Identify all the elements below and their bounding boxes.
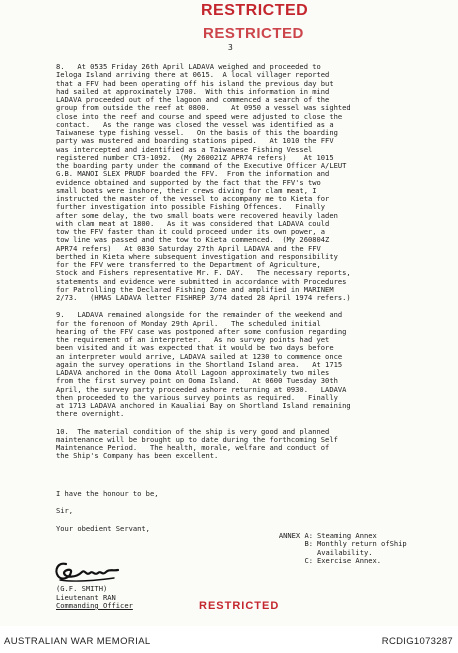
annex-key: B: <box>304 539 313 549</box>
text-line: from the first survey point on Ooma Island. At 0600 Tuesday 30th <box>56 376 338 386</box>
text-line: for the forenoon of Monday 29th April. The scheduled initial <box>56 318 321 328</box>
text-line: APR74 refers) At 0830 Saturday 27th April LADAVA and the FFV <box>56 243 321 253</box>
text-line: April, the survey party proceeded ashore returning at 0930. LADAVA <box>56 384 347 394</box>
paragraph-8 <box>56 63 444 302</box>
text-line: tow line was passed and the tow to Kieta commenced. (My 260804Z <box>56 235 330 245</box>
text-line: after some delay, the two small boats were recovered heavily laden <box>56 210 338 220</box>
text-line: maintenance will be brought up to date during the forthcoming Self <box>56 434 338 444</box>
text-line: small boats were inshore, their crews diving for clam meat, I <box>56 185 317 195</box>
text-line: close into the reef and course and speed were adjusted to close the <box>56 111 343 121</box>
text-line: for the FFV were transferred to the Department of Agriculture, <box>56 260 321 269</box>
letter-body <box>56 63 444 461</box>
text-line: again the survey operations in the Shortland Island area. At 1715 <box>56 359 343 369</box>
text-line: tow the FFV faster than it could proceed under its own power, a <box>56 227 326 236</box>
archive-footer <box>0 628 458 653</box>
text-line: Maintenance Period. The health, morale, welfare and conduct of <box>56 443 330 452</box>
valediction: Your obedient Servant, <box>56 523 150 533</box>
letter-closing <box>56 490 226 533</box>
text-line: instructed the master of the vessel to accompany me to Kieta for <box>56 194 330 203</box>
text-line: 9. LADAVA remained alongside for the remainder of the weekend and <box>56 310 343 320</box>
handwritten-signature <box>52 558 122 584</box>
text-line: Stock and Fishers representative Mr. F. DAY. The necessary reports, <box>56 268 351 278</box>
text-line: hearing of the FFV case was postponed after some confusion regarding <box>56 326 347 336</box>
signer-rank: Lieutenant RAN <box>56 592 116 602</box>
restricted-stamp-bottom: RESTRICTED <box>199 600 280 612</box>
signer-block <box>56 585 133 611</box>
text-line: 10. The material condition of the ship is very good and planned <box>56 426 330 436</box>
text-line: was intercepted and identified as a Taiwanese Fishing Vessel <box>56 144 313 154</box>
paragraph-9 <box>56 311 444 418</box>
text-line: further investigation into possible Fishing Offences. Finally <box>56 202 326 212</box>
text-line: with clam meat at 1800. As it was considered that LADAVA could <box>56 218 330 228</box>
text-line: Taiwanese type fishing vessel. On the basis of this the boarding <box>56 128 338 137</box>
text-line: 2/73. (HMAS LADAVA letter FISHREP 3/74 dated 28 April 1974 refers.) <box>56 293 351 302</box>
text-line: the boarding party under the command of the Executive Officer A/LEUT <box>56 161 347 170</box>
text-line: for Patrolling the Declared Fishing Zone and amplified in MARINEM <box>56 284 334 294</box>
text-line: G.B. MANOI SLEX PRUDF boarded the FFV. From the information and <box>56 169 330 179</box>
text-line: an interpreter would arrive, LADAVA sailed at 1230 to commence once <box>56 351 343 361</box>
text-line: that a FFV had been operating off his island the previous day but <box>56 78 334 88</box>
text-line: party was mustered and boarding stations piped. At 1010 the FFV <box>56 136 334 146</box>
text-line: then proceeded to the various survey points as required. Finally <box>56 392 338 402</box>
page-number: 3 <box>228 43 233 52</box>
text-line: the requirement of an interpreter. As no survey points had yet <box>56 335 330 344</box>
signer-name: (G.F. SMITH) <box>56 584 108 593</box>
text-line: LADAVA proceeded out of the lagoon and commenced a search of the <box>56 95 330 104</box>
text-line: had sailed at approximately 1700. With this information in mind <box>56 86 330 96</box>
annex-row <box>255 557 407 565</box>
annex-key: C: <box>304 555 313 565</box>
text-line: there overnight. <box>56 409 125 419</box>
archive-reference: RCDIG1073287 <box>381 636 453 647</box>
annex-text: Exercise Annex. <box>317 555 382 565</box>
restricted-stamp-overlay: RESTRICTED <box>203 25 304 42</box>
archive-institution: AUSTRALIAN WAR MEMORIAL <box>4 636 151 647</box>
annex-text: Steaming Annex <box>317 531 377 540</box>
text-line: berthed in Kieta where subsequent investigation and responsibility <box>56 251 338 261</box>
text-line: at 1713 LADAVA anchored in Kaualiai Bay on Shortland Island remaining <box>56 401 351 410</box>
text-line: Ieloga Island arriving there at 0615. A local villager reported <box>56 70 330 80</box>
text-line: contact. As the range was closed the vessel was identified as a <box>56 119 334 129</box>
text-line: statements and evidence were submitted in accordance with Procedures <box>56 276 347 286</box>
text-line: LADAVA anchored in the Ooma Atoll Lagoon approximately two miles <box>56 368 330 377</box>
signer-title: Commanding Officer <box>56 601 133 610</box>
restricted-stamp-top: RESTRICTED <box>201 2 309 19</box>
text-line: 8. At 0535 Friday 26th April LADAVA weighed and proceeded to <box>56 62 321 71</box>
text-line: the Ship's Company has been excellent. <box>56 451 219 461</box>
text-line: registered number CT3-1092. (My 260021Z APR74 refers) At 1015 <box>56 152 334 162</box>
paragraph-10 <box>56 428 444 461</box>
annex-key: ANNEX A: <box>278 531 313 540</box>
annex-text: Availability. <box>317 547 373 557</box>
annex-list <box>255 532 407 565</box>
salutation: Sir, <box>56 506 74 516</box>
text-line: group from outside the reef at 0800. At 0950 a vessel was sighted <box>56 103 351 113</box>
annex-text: Monthly return ofShip <box>317 539 407 549</box>
text-line: evidence obtained and supported by the fact that the FFV's two <box>56 177 321 187</box>
text-line: been visited and it was expected that it would be two days before <box>56 343 334 353</box>
honour-line: I have the honour to be, <box>56 489 159 498</box>
